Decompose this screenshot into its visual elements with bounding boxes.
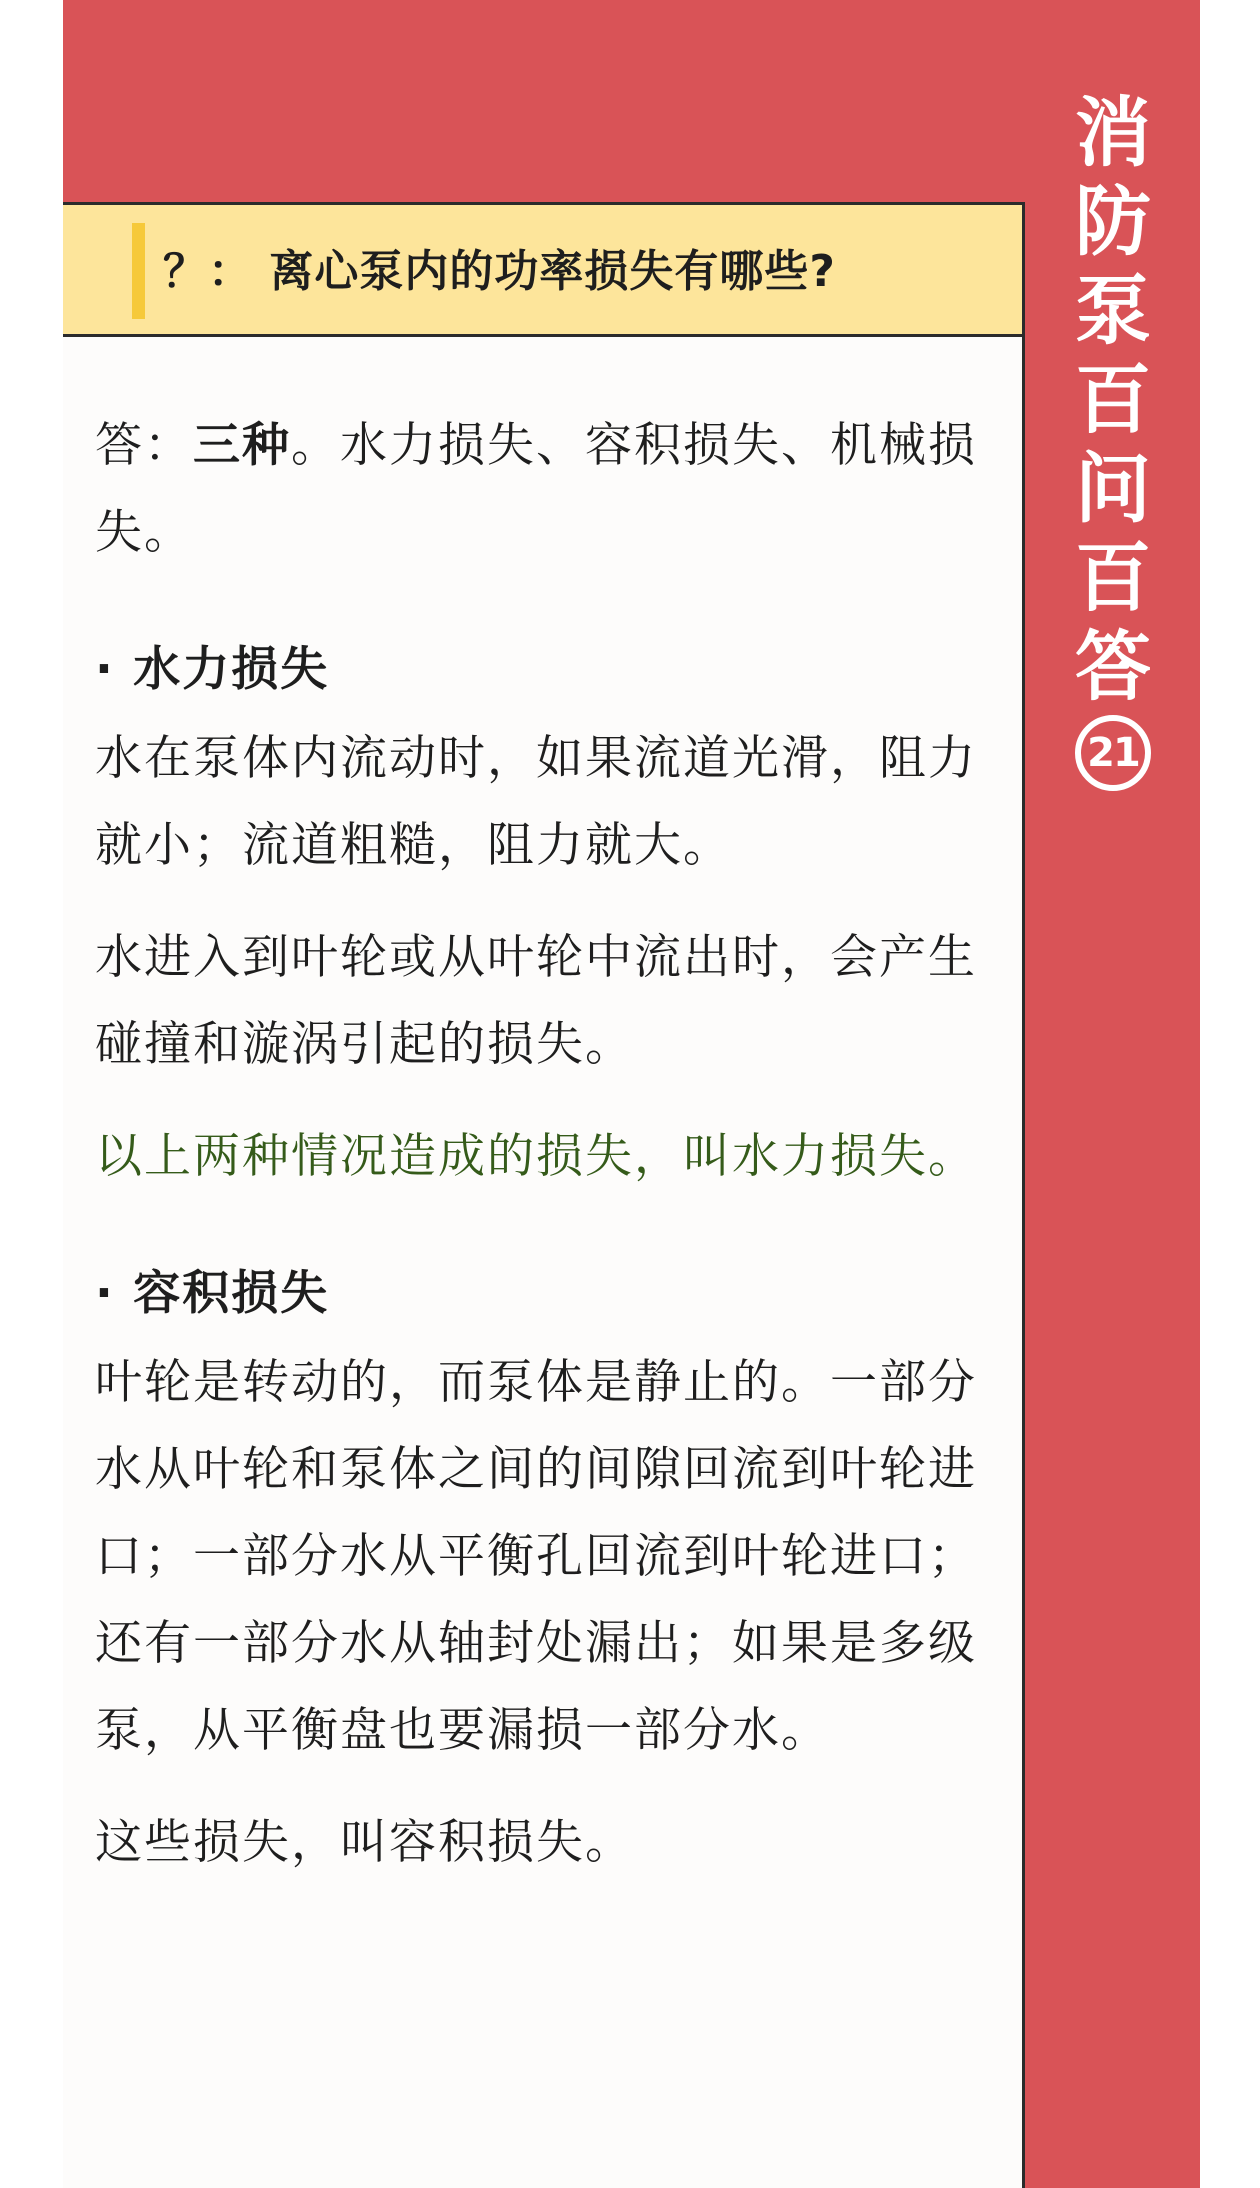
series-title-char: 消 [1075,88,1151,177]
right-margin [1200,0,1260,2188]
episode-number-badge: 21 [1075,715,1151,791]
section-paragraph-highlight: 以上两种情况造成的损失，叫水力损失。 [95,1129,977,1184]
series-title-char: 百 [1075,355,1151,444]
section-paragraph: 这些损失，叫容积损失。 [95,1815,634,1870]
answer-rest: 。水力损失、容积损失、机械损失。 [95,418,977,560]
series-title-char: 防 [1075,177,1151,266]
answer-content [95,402,995,1886]
series-title-char: 问 [1075,444,1151,533]
series-title-char: 答 [1075,622,1151,711]
section-heading: · 水力损失 [95,642,330,697]
answer-bold: 三种 [193,418,291,473]
question-box [63,205,1022,337]
section-paragraph: 水在泵体内流动时，如果流道光滑，阻力就小；流道粗糙，阻力就大。 [95,731,977,873]
section-paragraph: 叶轮是转动的，而泵体是静止的。一部分水从叶轮和泵体之间的间隙回流到叶轮进口；一部分水从平衡孔回流到叶轮进口；还有一部分水从轴封处漏出；如果是多级泵，从平衡盘也要漏损一部分水。 [95,1355,977,1758]
section-heading: · 容积损失 [95,1266,330,1321]
series-title-char: 泵 [1075,266,1151,355]
left-margin [0,0,63,2188]
question-text: ？： 离心泵内的功率损失有哪些? [163,246,836,297]
question-accent-bar [132,223,145,319]
series-title-char: 百 [1075,533,1151,622]
section-paragraph: 水进入到叶轮或从叶轮中流出时，会产生碰撞和漩涡引起的损失。 [95,930,977,1072]
answer-prefix: 答： [95,418,193,473]
answer-summary [95,402,995,576]
series-title [1065,88,1161,791]
